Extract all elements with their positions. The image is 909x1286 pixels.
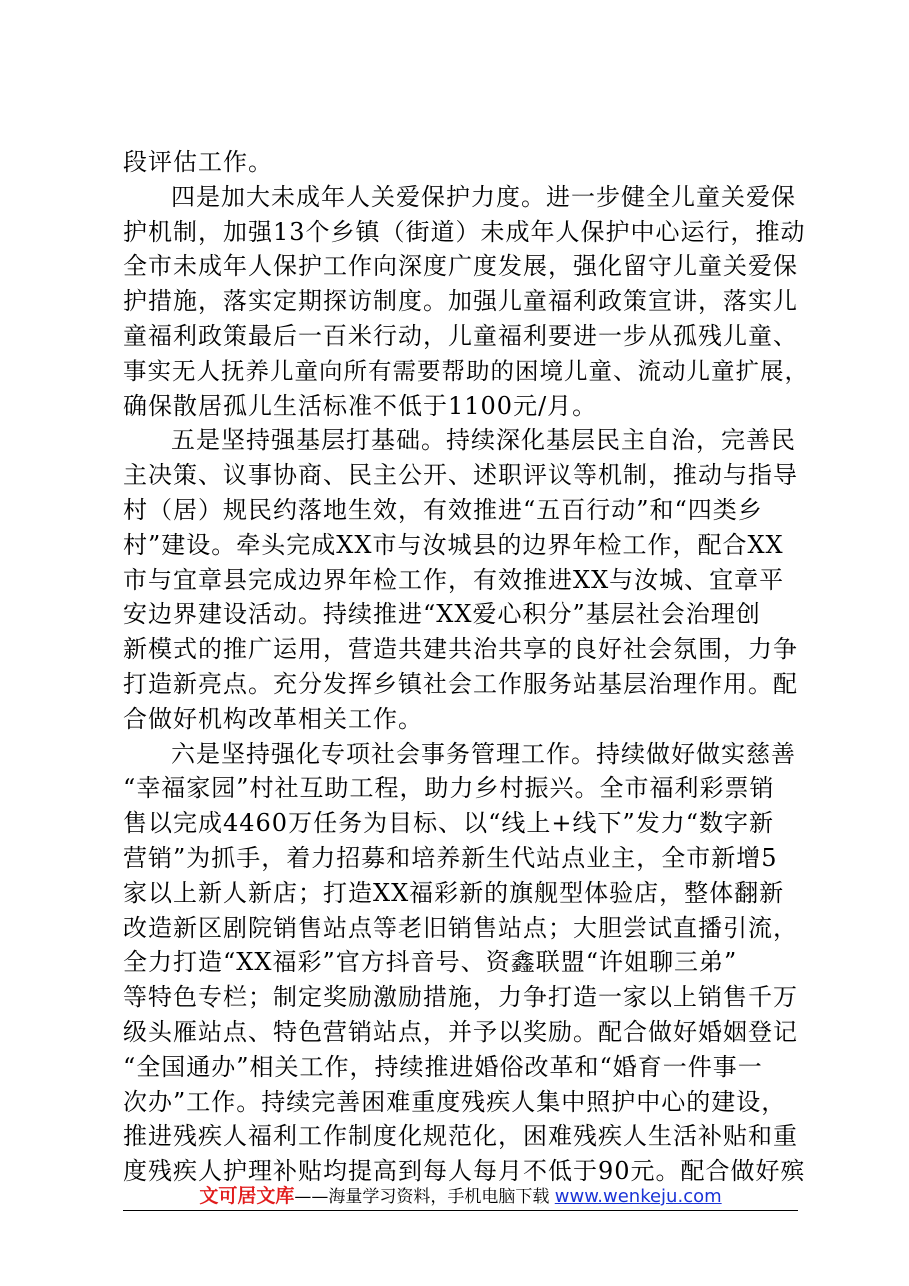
paragraph-heading-line: 五是坚持强基层打基础。持续深化基层民主自治，完善民 — [171, 426, 796, 455]
page-footer — [123, 1182, 798, 1210]
text-line: 事实无人抚养儿童向所有需要帮助的困境儿童、流动儿童扩展， — [123, 356, 809, 385]
footer-brand: 文可居文库 — [199, 1185, 295, 1207]
text-line: 打造新亮点。充分发挥乡镇社会工作服务站基层治理作用。配 — [123, 669, 798, 698]
text-line: 家以上新人新店；打造XX福彩新的旗舰型体验店，整体翻新 — [123, 878, 785, 907]
text-line: 安边界建设活动。持续推进“XX爱心积分”基层社会治理创 — [123, 600, 761, 629]
text-line: 护措施，落实定期探访制度。加强儿童福利政策宣讲，落实儿 — [123, 287, 798, 316]
text-line: 营销”为抓手，着力招募和培养新生代站点业主，全市新增5 — [123, 843, 778, 872]
text-line: 童福利政策最后一百米行动，儿童福利要进一步从孤残儿童、 — [123, 321, 798, 350]
text-line: 村（居）规民约落地生效，有效推进“五百行动”和“四类乡 — [123, 495, 763, 524]
text-line: 等特色专栏；制定奖励激励措施，力争打造一家以上销售千万 — [123, 983, 798, 1012]
text-line: 主决策、议事协商、民主公开、述职评议等机制，推动与指导 — [123, 461, 798, 490]
text-line: 新模式的推广运用，营造共建共治共享的良好社会氛围，力争 — [123, 635, 798, 664]
text-line: 村”建设。牵头完成XX市与汝城县的边界年检工作，配合XX — [123, 530, 784, 559]
text-line: 全力打造“XX福彩”官方抖音号、资鑫联盟“许姐聊三弟” — [123, 948, 738, 977]
text-line: 确保散居孤儿生活标准不低于1100元/月。 — [123, 391, 598, 420]
text-line: 合做好机构改革相关工作。 — [123, 704, 423, 733]
text-line: 级头雁站点、特色营销站点，并予以奖励。配合做好婚姻登记 — [123, 1017, 798, 1046]
text-line: 推进残疾人福利工作制度化规范化，困难残疾人生活补贴和重 — [123, 1122, 798, 1151]
paragraph-heading-line: 四是加大未成年人关爱保护力度。进一步健全儿童关爱保 — [171, 182, 796, 211]
text-line: 段评估工作。 — [123, 148, 273, 176]
footer-website-link[interactable]: www.wenkeju.com — [554, 1186, 722, 1207]
text-line: 改造新区剧院销售站点等老旧销售站点；大胆尝试直播引流， — [123, 913, 798, 942]
text-line: 售以完成4460万任务为目标、以“线上+线下”发力“数字新 — [123, 809, 774, 838]
text-line: 全市未成年人保护工作向深度广度发展，强化留守儿童关爱保 — [123, 252, 798, 281]
document-body — [123, 145, 813, 1189]
text-line: 市与宜章县完成边界年检工作，有效推进XX与汝城、宜章平 — [123, 565, 785, 594]
text-line: “幸福家园”村社互助工程，助力乡村振兴。全市福利彩票销 — [123, 774, 775, 803]
footer-tagline: ——海量学习资料，手机电脑下载 — [294, 1187, 550, 1207]
footer-divider — [123, 1210, 798, 1211]
text-line: 次办”工作。持续完善困难重度残疾人集中照护中心的建设， — [123, 1087, 787, 1116]
text-line: 度残疾人护理补贴均提高到每人每月不低于90元。配合做好殡 — [123, 1157, 806, 1186]
paragraph-heading-line: 六是坚持强化专项社会事务管理工作。持续做好做实慈善 — [171, 739, 796, 768]
text-line: 护机制，加强13个乡镇（街道）未成年人保护中心运行，推动 — [123, 217, 806, 246]
text-line: “全国通办”相关工作，持续推进婚俗改革和“婚育一件事一 — [123, 1052, 763, 1081]
